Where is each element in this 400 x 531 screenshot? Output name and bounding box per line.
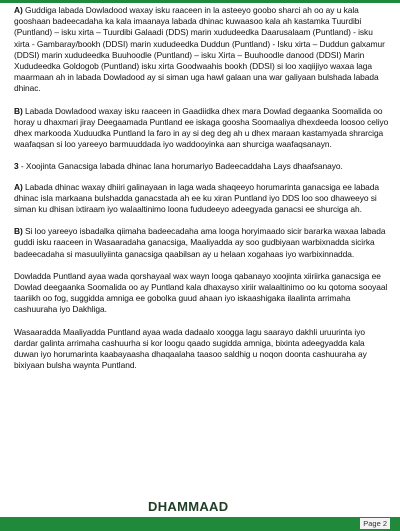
paragraph-lead: A) — [14, 181, 23, 192]
paragraph-transport-routes — [14, 106, 390, 151]
paragraph-border-crossings — [14, 5, 390, 95]
bottom-accent-bar — [0, 517, 400, 531]
paragraph-lead: B) — [14, 105, 23, 116]
paragraph-text: Dowladda Puntland ayaa wada qorshayaal wax wayn looga qabanayo xoojinta xiiriirka ganacsiga ee Dowlad deegaanka Soomalida oo ay Puntland kala dhaxayso xiriir walaaltinimo oo ku qotoma sooyaal taariikh oo fog, suggidda amniga ee gobolka guud ahaan iyo iskaashigaka ilaalinta arrimaha cashuuraha iyo Dakhliga. — [14, 270, 388, 315]
paragraph-lead: B) — [14, 226, 23, 237]
closing-word: DHAMMAAD — [148, 499, 229, 514]
paragraph-text: Guddiga labada Dowladood waxay isku raaceen in la asteeyo goobo sharci ah oo ay u kala gooshaan badeecadaha ka kala imaanaya labada dhinac kuwaasoo kala ah kastamka Tuurdibi (Puntland) – isku xirta – Tuurdibi Galaadi (DDS) marin xududeedka Daarusalaam (Puntland) - isku xirta - Gambaray/bookh (DDSI) marin xududeedka Duddun (Puntland) - Isku xirta – Duddun galxamur (DDSI) marin xududeedka Buuhoodle (Puntland) – isku Xirta – Buuhoodle danood (DDSI) Marin Xududeedka Goldogob (Puntland) isku xirta Goodwaahis bookh (DDSI) si loo xaqiijiyo waxaa laga maarmaan ah in labada Dowladood ay si siman uga hawl galaan una war galiyaan bulshada labada dhinac. — [14, 5, 385, 94]
top-accent-stripe — [0, 0, 400, 3]
paragraph-section-3-heading — [14, 161, 390, 172]
paragraph-price-reporting — [14, 226, 390, 260]
paragraph-lead: A) — [14, 5, 23, 15]
paragraph-trade-promotion — [14, 182, 390, 216]
document-body — [14, 5, 390, 382]
paragraph-puntland-plans — [14, 271, 390, 316]
paragraph-lead: 3 — [14, 161, 19, 172]
paragraph-finance-ministry — [14, 327, 390, 372]
paragraph-text: Labada Dowladood waxay isku raaceen in Gaadiidka dhex mara Dowlad degaanka Soomalida oo horay u dhaxmari jiray Deegaamada Puntland ee iskaga goosha Soomaaliya dhexdeeda loosoo celiyo dhex markooda Xuduudka Puntland la faro in ay si deg deg ah u dhex maraan kastamyada shrarciga waafaqsan si loo yareeyo barmuuddada iyo waddooyinka aan shurciga waafaqsanayn. — [14, 105, 389, 150]
paragraph-text: - Xoojinta Ganacsiga labada dhinac lana horumariyo Badeecaddaha Lays dhaafsanayo. — [18, 161, 343, 172]
paragraph-text: Si loo yareeyo isbadalka qiimaha badeecadaha ama looga horyimaado sicir bararka waxaa labada guddi isku raaceen in Wasaaradaha ganacsiga, Maaliyadda ay soo gudbiyaan warbixnadda sicirka badeecadaha si masuuliyiinta ganacsiga qaabilsan ay u helaan xogahaas iyo warbixinnadda. — [14, 226, 386, 259]
page-number: Page 2 — [360, 518, 390, 529]
paragraph-text: Labada dhinac waxay dhiiri galinayaan in laga wada shaqeeyo horumarinta ganacsiga ee labada dhinac isla markaana bulshadda ganacstada ah ee ku xiran Puntland iyo DDS loo soo dhaweeyo si siman ku dhisan ixtiraam iyo walaaltinimo loona fududeeyo adeegyada ganacsi ee shurciga ah. — [14, 181, 379, 215]
paragraph-text: Wasaaradda Maaliyadda Puntland ayaa wada dadaalo xoogga lagu saarayo dakhli uruurinta iyo dardar galinta arrimaha cashuurha si kor loogu qaado sugidda amniga, bixinta adeegyadda kala duwan iyo horumarinta kaabayaasha dhaqaalaha taasoo saldhig u noqon doonta cashuuraha ay bixiyaan bulsha waynta Puntland. — [14, 326, 367, 371]
